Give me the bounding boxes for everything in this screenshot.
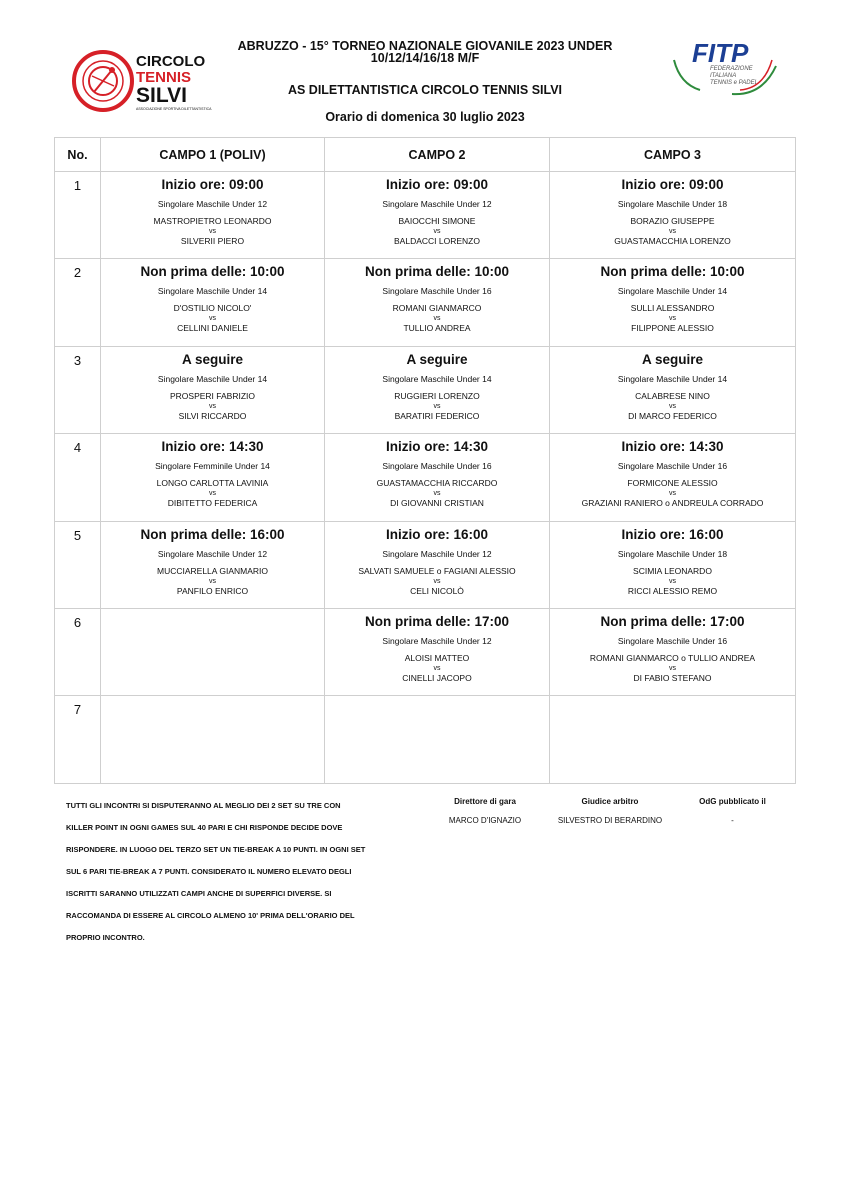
match-cell-campo-2 [325,521,550,608]
match-category: Singolare Femminile Under 14 [155,461,270,472]
match-time: Non prima delle: 10:00 [140,264,285,280]
note-line: RACCOMANDA DI ESSERE AL CIRCOLO ALMENO 10' PRIMA DELL'ORARIO DEL [66,911,355,920]
versus-label: vs [669,490,676,498]
match-category: Singolare Maschile Under 16 [382,286,492,297]
player-2: RICCI ALESSIO REMO [627,585,718,596]
logo-tagline: ASSOCIAZIONE SPORTIVA DILETTANTISTICA [136,107,212,111]
director-block [430,797,540,825]
player-1: SULLI ALESSANDRO [630,303,715,314]
player-2: CELLINI DANIELE [177,323,248,334]
match-category: Singolare Maschile Under 18 [617,548,728,559]
table-row [55,521,796,608]
versus-label: vs [433,402,441,410]
versus-label: vs [433,315,441,323]
header-campo-3: CAMPO 3 [550,138,796,172]
player-2: GUASTAMACCHIA LORENZO [614,236,731,246]
player-1: ROMANI GIANMARCO [392,303,482,314]
match-time: A seguire [181,351,244,367]
table-row [55,608,796,695]
match-cell-campo-1 [101,172,325,259]
player-2: BARATIRI FEDERICO [394,410,480,421]
club-logo-graphic [72,48,222,114]
table-row [55,259,796,346]
fitp-mark: FITP [692,38,749,68]
header-campo-2: CAMPO 2 [325,138,550,172]
match-category: Singolare Maschile Under 12 [382,548,492,559]
match-time: A seguire [406,351,468,367]
match-cell-campo-3 [550,521,796,608]
player-2: CELI NICOLÒ [410,585,464,596]
match-cell-campo-1 [101,346,325,433]
player-2: DI FABIO STEFANO [633,672,712,683]
match-cell-campo-1 [101,521,325,608]
match-time: A seguire [641,351,704,367]
versus-label: vs [209,577,216,585]
schedule-table [54,137,796,784]
player-1: MUCCIARELLA GIANMARIO [157,565,268,576]
player-1: D'OSTILIO NICOLO' [173,303,252,314]
match-category: Singolare Maschile Under 12 [157,548,268,559]
versus-label: vs [209,402,216,410]
organizer-name: AS DILETTANTISTICA CIRCOLO TENNIS SILVI [287,83,563,97]
player-2: DIBITETTO FEDERICA [167,498,258,509]
tournament-title [205,40,645,64]
table-row [55,172,796,259]
player-1: SCIMIA LEONARDO [633,565,712,576]
match-cell-campo-1 [101,696,325,783]
note-line: KILLER POINT IN OGNI GAMES SUL 40 PARI E CHI RISPONDE DECIDE DOVE [66,823,343,832]
match-category: Singolare Maschile Under 14 [157,286,268,297]
referee-value: SILVESTRO DI BERARDINO [557,816,663,825]
player-2: DI MARCO FEDERICO [628,410,717,421]
match-cell-campo-2 [325,259,550,346]
logo-line1: CIRCOLO [136,53,206,70]
row-number: 2 [55,259,101,346]
player-1: MASTROPIETRO LEONARDO [153,216,272,226]
note-line: ISCRITTI SARANNO UTILIZZATI CAMPI ANCHE DI SUPERFICI DIVERSE. SI [66,889,332,898]
match-category: Singolare Maschile Under 14 [617,373,728,384]
tournament-rules-notes [66,795,416,949]
director-label: Direttore di gara [454,797,516,806]
note-line: TUTTI GLI INCONTRI SI DISPUTERANNO AL MEGLIO DEI 2 SET SU TRE CON [66,801,341,810]
player-1: BORAZIO GIUSEPPE [630,216,715,226]
player-1: SALVATI SAMUELE o FAGIANI ALESSIO [358,565,516,576]
row-number: 1 [55,172,101,259]
fitp-line3: TENNIS e PADEL [710,80,758,86]
match-time: Inizio ore: 09:00 [621,177,724,192]
fitp-line1: FEDERAZIONE [710,66,753,72]
match-cell-campo-3 [550,259,796,346]
referee-block [545,797,675,825]
match-category: Singolare Maschile Under 12 [382,635,492,646]
player-2: SILVI RICCARDO [178,410,247,421]
player-1: ALOISI MATTEO [404,652,470,663]
logo-line2: TENNIS [136,69,192,86]
row-number: 4 [55,434,101,521]
header-no: No. [55,138,101,172]
schedule-date: Orario di domenica 30 luglio 2023 [325,110,525,124]
player-2: BALDACCI LORENZO [394,236,480,246]
referee-label: Giudice arbitro [581,797,639,806]
match-time: Inizio ore: 09:00 [161,177,264,192]
player-2: DI GIOVANNI CRISTIAN [390,498,484,509]
table-row [55,434,796,521]
note-line: PROPRIO INCONTRO. [66,933,145,942]
row-number: 3 [55,346,101,433]
player-2: SILVERII PIERO [180,236,245,246]
match-time: Inizio ore: 14:30 [385,439,489,455]
match-time: Non prima delle: 10:00 [364,264,510,280]
versus-label: vs [669,577,676,585]
match-cell-campo-3 [550,608,796,695]
director-value: MARCO D'IGNAZIO [448,816,522,825]
versus-label: vs [433,490,441,498]
match-cell-campo-2 [325,696,550,783]
match-cell-campo-3 [550,172,796,259]
published-block [680,797,785,825]
table-row [55,346,796,433]
fitp-logo [670,38,785,100]
versus-label: vs [433,577,441,585]
versus-label: vs [669,664,676,672]
match-cell-campo-2 [325,434,550,521]
match-time: Non prima delle: 16:00 [140,526,285,542]
match-time: Non prima delle: 17:00 [364,613,510,629]
match-category: Singolare Maschile Under 12 [382,199,492,209]
row-number: 7 [55,696,101,783]
header-campo-1: CAMPO 1 (POLIV) [101,138,325,172]
player-1: LONGO CARLOTTA LAVINIA [156,478,269,489]
title-line1: ABRUZZO - 15° TORNEO NAZIONALE GIOVANILE 2023 UNDER [237,39,613,53]
logo-line3: SILVI [136,84,187,107]
match-category: Singolare Maschile Under 16 [617,461,728,472]
player-1: CALABRESE NINO [635,390,710,401]
versus-label: vs [209,315,216,323]
player-1: GUASTAMACCHIA RICCARDO [376,478,498,489]
match-time: Inizio ore: 16:00 [621,526,724,542]
match-category: Singolare Maschile Under 14 [382,373,492,384]
note-line: RISPONDERE. IN LUOGO DEL TERZO SET UN TIE-BREAK A 10 PUNTI. IN OGNI SET [66,845,366,854]
match-time: Inizio ore: 16:00 [385,526,489,542]
note-line: SUL 6 PARI TIE-BREAK A 7 PUNTI. CONSIDERATO IL NUMERO ELEVATO DEGLI [66,867,352,876]
published-label: OdG pubblicato il [699,797,766,806]
player-2: GRAZIANI RANIERO o ANDREULA CORRADO [581,498,764,509]
table-header-row [55,138,796,172]
match-category: Singolare Maschile Under 18 [617,199,728,209]
circolo-tennis-silvi-logo [72,48,222,114]
player-2: CINELLI JACOPO [402,672,472,683]
match-category: Singolare Maschile Under 14 [617,286,728,297]
match-time: Inizio ore: 09:00 [385,177,489,192]
row-number: 6 [55,608,101,695]
match-cell-campo-3 [550,346,796,433]
player-1: PROSPERI FABRIZIO [169,390,256,401]
match-cell-campo-1 [101,434,325,521]
match-cell-campo-3 [550,696,796,783]
versus-label: vs [433,228,441,235]
match-cell-campo-2 [325,172,550,259]
player-1: BAIOCCHI SIMONE [398,216,476,226]
match-time: Non prima delle: 10:00 [600,264,745,280]
player-2: PANFILO ENRICO [176,585,249,596]
versus-label: vs [669,402,676,410]
player-2: TULLIO ANDREA [403,323,471,334]
player-1: RUGGIERI LORENZO [394,390,480,401]
match-cell-campo-3 [550,434,796,521]
table-row [55,696,796,783]
match-category: Singolare Maschile Under 16 [617,635,728,646]
versus-label: vs [669,228,676,235]
match-category: Singolare Maschile Under 14 [157,373,268,384]
player-2: FILIPPONE ALESSIO [631,323,714,334]
published-value: - [731,816,734,825]
versus-label: vs [209,490,216,498]
match-cell-campo-1 [101,608,325,695]
versus-label: vs [669,315,676,323]
fitp-logo-graphic [670,38,785,100]
match-time: Inizio ore: 14:30 [161,439,264,455]
match-time: Inizio ore: 14:30 [621,439,724,455]
match-category: Singolare Maschile Under 16 [382,461,492,472]
title-line2: 10/12/14/16/18 M/F [370,51,480,65]
versus-label: vs [209,228,216,235]
versus-label: vs [433,664,441,672]
player-1: ROMANI GIANMARCO o TULLIO ANDREA [589,652,756,663]
match-cell-campo-1 [101,259,325,346]
match-time: Non prima delle: 17:00 [600,613,745,629]
fitp-line2: ITALIANA [710,73,737,79]
match-cell-campo-2 [325,608,550,695]
row-number: 5 [55,521,101,608]
match-category: Singolare Maschile Under 12 [157,199,268,209]
player-1: FORMICONE ALESSIO [627,478,718,489]
match-cell-campo-2 [325,346,550,433]
